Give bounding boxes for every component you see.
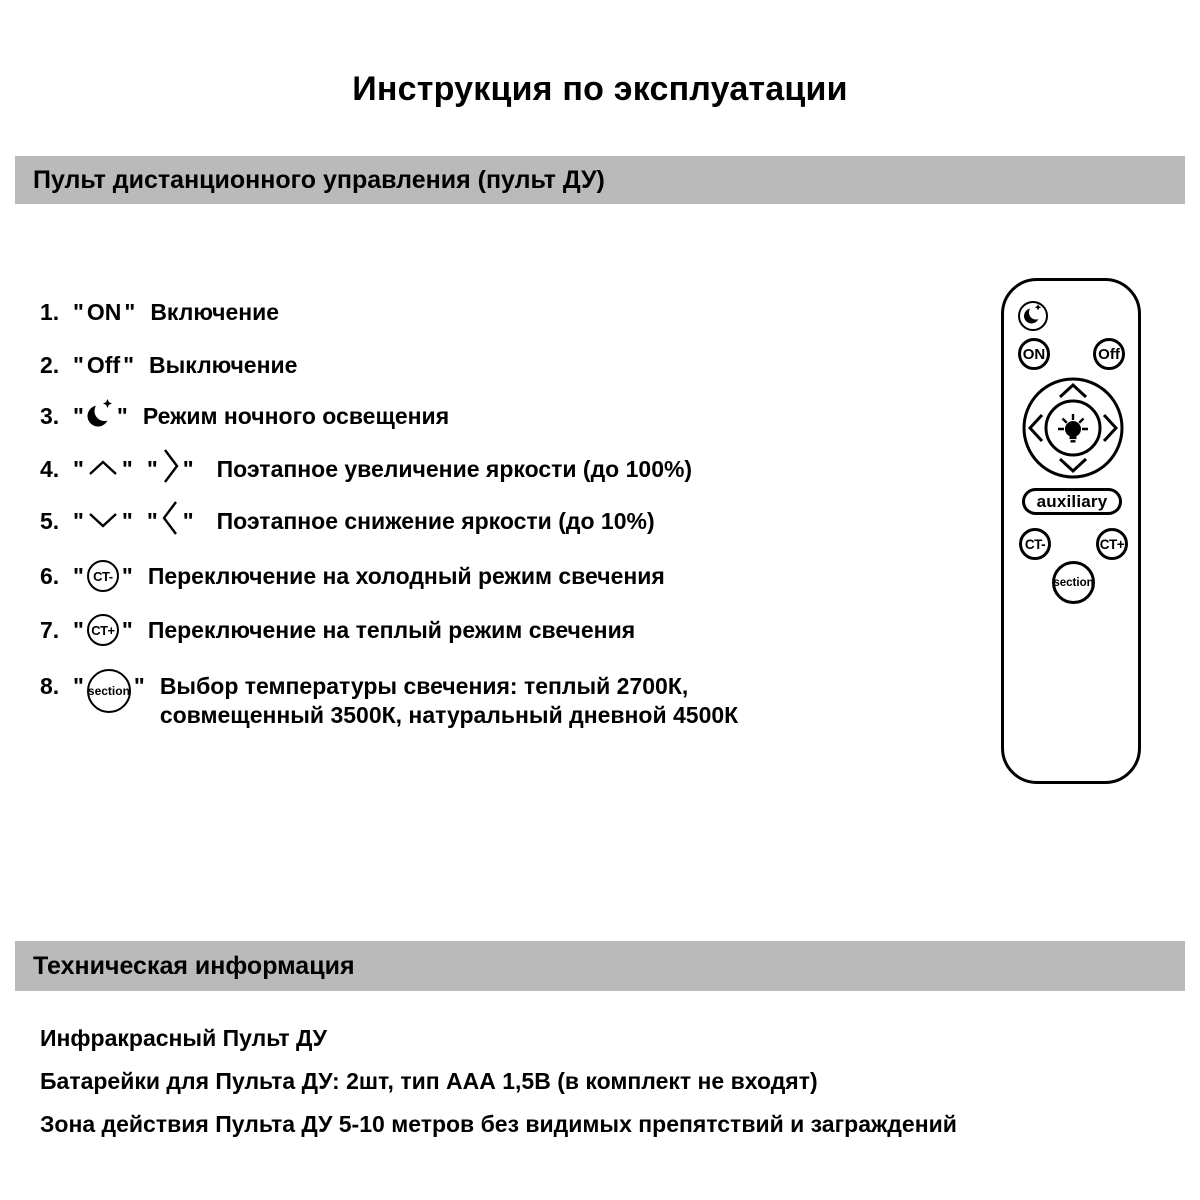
on-button — [1018, 338, 1050, 370]
quote-mark: " — [73, 402, 84, 429]
auxiliary-button — [1022, 488, 1122, 515]
ct-plus-button-icon — [87, 614, 119, 646]
section-button-icon — [87, 669, 131, 713]
item-number: 5. — [40, 507, 60, 534]
off-label: Off — [86, 351, 121, 378]
chevron-right-icon — [161, 447, 180, 491]
quote-mark: " — [121, 562, 133, 589]
tech-line-ir-remote: Инфракрасный Пульт ДУ — [40, 1025, 327, 1051]
item-description: Поэтапное увеличение яркости (до 100%) — [216, 455, 693, 482]
quote-mark: " — [73, 562, 84, 589]
quote-mark: " — [124, 298, 136, 325]
tech-line-batteries: Батарейки для Пульта ДУ: 2шт, тип ААА 1,5В (в комплект не входят) — [40, 1068, 818, 1094]
moon-icon — [87, 398, 114, 435]
ct-plus-button-label: CT+ — [1099, 536, 1125, 552]
quote-mark: " — [73, 507, 84, 534]
ct-plus-label: CT+ — [91, 622, 115, 638]
quote-mark: " — [182, 507, 194, 534]
list-item-off — [40, 348, 297, 382]
quote-mark: " — [146, 507, 158, 534]
quote-mark: " — [121, 455, 133, 482]
item-number: 3. — [40, 402, 60, 429]
on-label: ON — [86, 298, 122, 325]
item-number: 8. — [40, 673, 60, 699]
ct-minus-button — [1019, 528, 1051, 560]
section-header-remote-label: Пульт дистанционного управления (пульт ДУ) — [33, 165, 605, 194]
quote-mark: " — [182, 455, 194, 482]
quote-mark: " — [116, 402, 128, 429]
item-description — [160, 669, 738, 730]
quote-mark: " — [121, 616, 133, 643]
item-number: 6. — [40, 562, 60, 589]
remote-control-diagram — [1001, 278, 1141, 784]
item-number: 1. — [40, 298, 60, 325]
section-label: section — [87, 684, 130, 698]
chevron-left-icon — [161, 499, 180, 543]
page-title: Инструкция по эксплуатации — [352, 70, 848, 108]
tech-line-range: Зона действия Пульта ДУ 5-10 метров без видимых препятствий и заграждений — [40, 1111, 957, 1137]
list-item-brightness-up — [40, 452, 692, 486]
list-item-cold-mode — [40, 559, 665, 593]
quote-mark: " — [73, 673, 84, 699]
quote-mark: " — [73, 616, 84, 643]
technical-info — [40, 1023, 957, 1152]
list-item-warm-mode — [40, 613, 635, 647]
chevron-down-icon — [87, 508, 119, 535]
off-button — [1093, 338, 1125, 370]
on-button-label: ON — [1022, 345, 1046, 363]
item-number: 4. — [40, 455, 60, 482]
item-description: Переключение на холодный режим свечения — [147, 562, 665, 589]
night-mode-button — [1018, 301, 1048, 331]
ct-plus-button — [1096, 528, 1128, 560]
list-item-night-mode — [40, 399, 449, 433]
item-description: Переключение на теплый режим свечения — [147, 616, 636, 643]
off-button-label: Off — [1098, 345, 1120, 363]
moon-icon — [1024, 303, 1043, 330]
item-description: Включение — [150, 298, 280, 325]
ct-minus-button-label: CT- — [1024, 536, 1046, 552]
quote-mark: " — [73, 351, 84, 378]
section-header-tech-bar — [15, 941, 1185, 991]
item-number: 7. — [40, 616, 60, 643]
list-item-on — [40, 295, 279, 329]
quote-mark: " — [146, 455, 158, 482]
quote-mark: " — [123, 351, 135, 378]
section-header-remote-bar — [15, 156, 1185, 204]
quote-mark: " — [121, 507, 133, 534]
item-number: 2. — [40, 351, 60, 378]
quote-mark: " — [133, 673, 145, 699]
ct-minus-button-icon — [87, 560, 119, 592]
section-button — [1052, 561, 1095, 604]
item-description: Поэтапное снижение яркости (до 10%) — [216, 507, 655, 534]
auxiliary-button-label: auxiliary — [1036, 491, 1108, 511]
list-item-color-temperature — [40, 669, 738, 730]
section-button-label: section — [1053, 576, 1094, 589]
item-description: Выключение — [149, 351, 298, 378]
chevron-up-icon — [87, 456, 119, 483]
description-line-2: совмещенный 3500К, натуральный дневной 4500К — [159, 702, 739, 728]
ct-minus-label: CT- — [93, 568, 113, 584]
list-item-brightness-down — [40, 504, 655, 538]
description-line-1: Выбор температуры свечения: теплый 2700К, — [159, 673, 689, 699]
item-description: Режим ночного освещения — [142, 402, 450, 429]
section-header-tech-label: Техническая информация — [33, 951, 355, 980]
quote-mark: " — [73, 298, 84, 325]
dpad-brightness-control — [1021, 376, 1125, 485]
quote-mark: " — [73, 455, 84, 482]
